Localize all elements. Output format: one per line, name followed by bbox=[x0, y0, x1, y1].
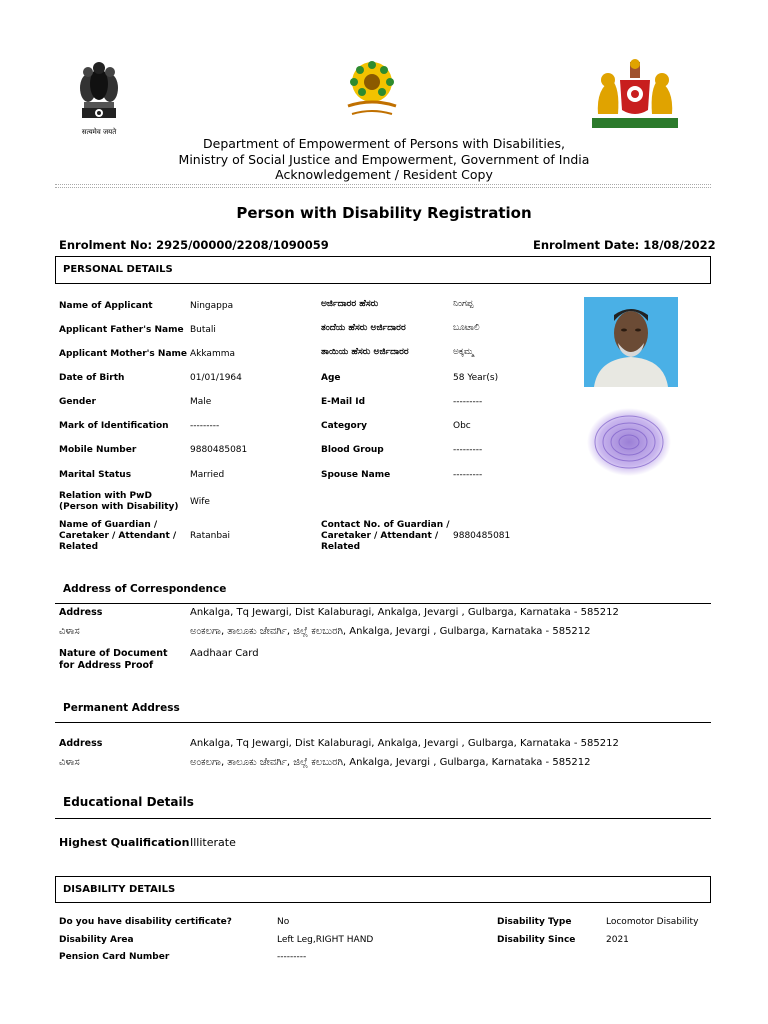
guardian-contact-label-line2: Caretaker / Attendant / bbox=[321, 531, 439, 541]
correspondence-heading: Address of Correspondence bbox=[63, 583, 227, 595]
age-value: 58 Year(s) bbox=[453, 373, 499, 383]
relation-label bbox=[59, 491, 179, 513]
mobile-value: 9880485081 bbox=[190, 445, 248, 455]
copy-type-line: Acknowledgement / Resident Copy bbox=[275, 167, 493, 182]
relation-value: Wife bbox=[190, 497, 210, 507]
gender-label: Gender bbox=[59, 397, 96, 407]
thumbprint bbox=[584, 404, 674, 480]
qualification-label: Highest Qualification bbox=[59, 836, 190, 849]
permanent-address-rule bbox=[55, 722, 711, 723]
correspondence-rule bbox=[55, 603, 711, 604]
address-proof-value: Aadhaar Card bbox=[190, 648, 259, 659]
mother-name-label: Applicant Mother's Name bbox=[59, 349, 187, 359]
permanent-address-value: Ankalga, Tq Jewargi, Dist Kalaburagi, Ankalga, Jevargi , Gulbarga, Karnataka - 585212 bbox=[190, 738, 619, 749]
guardian-label-line1: Name of Guardian / bbox=[59, 520, 158, 530]
email-label: E-Mail Id bbox=[321, 397, 366, 407]
certificate-value: No bbox=[277, 917, 290, 927]
guardian-value: Ratanbai bbox=[190, 531, 231, 541]
relation-label-line2: (Person with Disability) bbox=[59, 502, 179, 512]
guardian-label-line3: Related bbox=[59, 542, 99, 552]
qualification-value: Illiterate bbox=[190, 836, 236, 849]
personal-details-header bbox=[55, 256, 711, 284]
disability-since-value: 2021 bbox=[606, 935, 629, 945]
identification-mark-label: Mark of Identification bbox=[59, 421, 169, 431]
mother-name-value: Akkamma bbox=[190, 349, 235, 359]
guardian-label-line2: Caretaker / Attendant / bbox=[59, 531, 177, 541]
permanent-address-value-kn: ಅಂಕಲಗಾ, ತಾಲೂಕು ಜೇವರ್ಗಿ, ಜಿಲ್ಲೆ ಕಲಬುರಗಿ, Ankalga, Jevargi , Gulbarga, Karnataka - 585212 bbox=[190, 757, 591, 768]
disability-area-label: Disability Area bbox=[59, 935, 134, 945]
address-proof-label-line1: Nature of Document bbox=[59, 648, 168, 659]
pension-card-label: Pension Card Number bbox=[59, 952, 170, 962]
dob-value: 01/01/1964 bbox=[190, 373, 242, 383]
correspondence-address-value: Ankalga, Tq Jewargi, Dist Kalaburagi, Ankalga, Jevargi , Gulbarga, Karnataka - 585212 bbox=[190, 607, 619, 618]
father-name-label: Applicant Father's Name bbox=[59, 325, 184, 335]
guardian-contact-label-line1: Contact No. of Guardian / bbox=[321, 520, 450, 530]
father-name-value-kn: ಬೂಟಾಲಿ bbox=[453, 323, 480, 333]
guardian-contact-value: 9880485081 bbox=[453, 531, 511, 541]
enrolment-date: Enrolment Date: 18/08/2022 bbox=[533, 238, 716, 252]
correspondence-address-value-kn: ಅಂಕಲಗಾ, ತಾಲೂಕು ಜೇವರ್ಗಿ, ಜಿಲ್ಲೆ ಕಲಬುರಗಿ, Ankalga, Jevargi , Gulbarga, Karnataka - 585212 bbox=[190, 626, 591, 637]
correspondence-address-label-kn: ವಿಳಾಸ bbox=[59, 626, 80, 637]
department-line: Department of Empowerment of Persons with Disabilities, bbox=[203, 136, 565, 151]
mobile-label: Mobile Number bbox=[59, 445, 137, 455]
blood-group-value: --------- bbox=[453, 445, 483, 455]
education-heading: Educational Details bbox=[63, 795, 194, 809]
section-title: PERSONAL DETAILS bbox=[63, 264, 173, 275]
spouse-name-value: --------- bbox=[453, 470, 483, 480]
disability-type-value: Locomotor Disability bbox=[606, 917, 699, 927]
category-value: Obc bbox=[453, 421, 471, 431]
email-value: --------- bbox=[453, 397, 483, 407]
address-proof-label bbox=[59, 648, 168, 672]
disability-details-header bbox=[55, 876, 711, 903]
marital-status-value: Married bbox=[190, 470, 225, 480]
certificate-label: Do you have disability certificate? bbox=[59, 917, 232, 927]
applicant-name-label-kn: ಅರ್ಜಿದಾರರ ಹೆಸರು bbox=[321, 299, 379, 309]
education-rule bbox=[55, 818, 711, 819]
applicant-name-value: Ningappa bbox=[190, 301, 234, 311]
national-emblem bbox=[74, 56, 124, 136]
father-name-label-kn: ತಂದೆಯ ಹೆಸರು ಅರ್ಜಿದಾರರ bbox=[321, 323, 406, 333]
gender-value: Male bbox=[190, 397, 212, 407]
permanent-address-label: Address bbox=[59, 738, 103, 749]
marital-status-label: Marital Status bbox=[59, 470, 132, 480]
ministry-line: Ministry of Social Justice and Empowerment, Government of India bbox=[178, 152, 590, 167]
guardian-contact-label-line3: Related bbox=[321, 542, 361, 552]
address-proof-label-line2: for Address Proof bbox=[59, 660, 154, 671]
relation-label-line1: Relation with PwD bbox=[59, 491, 152, 501]
disability-area-value: Left Leg,RIGHT HAND bbox=[277, 935, 374, 945]
dob-label: Date of Birth bbox=[59, 373, 125, 383]
identification-mark-value: --------- bbox=[190, 421, 220, 431]
blood-group-label: Blood Group bbox=[321, 445, 384, 455]
centre-logo bbox=[342, 58, 402, 120]
disability-type-label: Disability Type bbox=[497, 917, 572, 927]
section-title: DISABILITY DETAILS bbox=[63, 884, 176, 895]
enrolment-number: Enrolment No: 2925/00000/2208/1090059 bbox=[59, 238, 329, 252]
disability-since-label: Disability Since bbox=[497, 935, 576, 945]
mother-name-label-kn: ತಾಯಿಯ ಹೆಸರು ಅರ್ಜಿದಾರರ bbox=[321, 347, 409, 357]
applicant-name-label: Name of Applicant bbox=[59, 301, 153, 311]
age-label: Age bbox=[321, 373, 341, 383]
divider bbox=[55, 184, 711, 185]
guardian-label bbox=[59, 520, 176, 553]
permanent-address-label-kn: ವಿಳಾಸ bbox=[59, 757, 80, 768]
spouse-name-label: Spouse Name bbox=[321, 470, 391, 480]
permanent-address-heading: Permanent Address bbox=[63, 702, 180, 714]
applicant-name-value-kn: ನಿಂಗಪ್ಪ bbox=[453, 299, 474, 309]
mother-name-value-kn: ಅಕ್ಕಮ್ಮ bbox=[453, 347, 474, 357]
correspondence-address-label: Address bbox=[59, 607, 103, 618]
guardian-contact-label bbox=[321, 520, 450, 553]
emblem-caption: सत्यमेव जयते bbox=[81, 128, 117, 136]
karnataka-emblem bbox=[590, 58, 680, 132]
divider bbox=[55, 187, 711, 188]
father-name-value: Butali bbox=[190, 325, 216, 335]
page-title: Person with Disability Registration bbox=[236, 204, 532, 222]
applicant-photo bbox=[584, 297, 678, 387]
pension-card-value: --------- bbox=[277, 952, 307, 962]
category-label: Category bbox=[321, 421, 368, 431]
